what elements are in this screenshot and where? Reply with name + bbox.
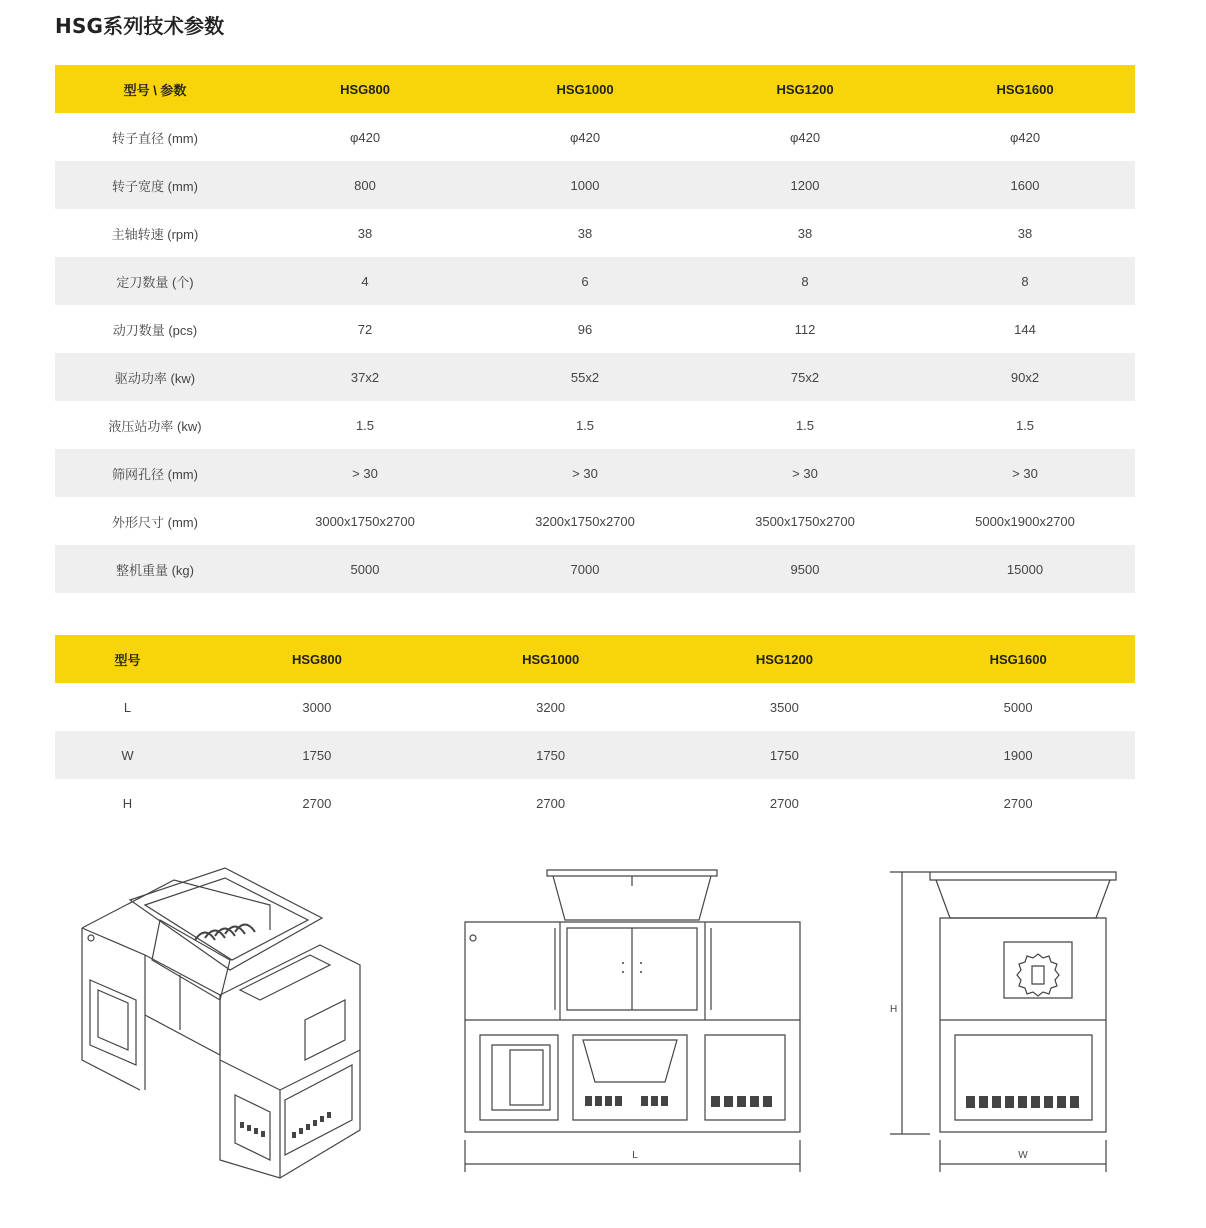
table-cell: 1.5 — [795, 417, 815, 433]
table-cell: 9500 — [695, 545, 915, 593]
table-cell: 5000x1900x2700 — [975, 513, 1075, 529]
table-cell: 4 — [255, 257, 475, 305]
table-cell: 37x2 — [255, 353, 475, 401]
table-cell: 15000 — [915, 545, 1135, 593]
table-row — [55, 497, 1135, 545]
column-header: HSG1200 — [668, 635, 902, 683]
column-header: HSG1600 — [915, 65, 1135, 113]
table-row — [55, 731, 1135, 779]
table-cell: 8 — [695, 257, 915, 305]
front-length-label: L — [632, 1150, 638, 1161]
table-cell: 38 — [797, 225, 813, 241]
isometric-view-drawing — [70, 860, 370, 1180]
spec-table-body — [55, 113, 1135, 593]
table-cell: 90x2 — [915, 353, 1135, 401]
row-label-cell: 筛网孔径 (mm) — [55, 449, 255, 497]
table-cell: 3500x1750x2700 — [755, 513, 855, 529]
table-cell: φ420 — [789, 129, 821, 145]
row-label-cell: 转子直径 (mm) — [112, 130, 198, 146]
column-header: HSG1600 — [901, 635, 1135, 683]
row-label-cell: 定刀数量 (个) — [55, 257, 255, 305]
table-row — [55, 161, 1135, 209]
table-row — [55, 779, 1135, 827]
column-header: HSG800 — [255, 65, 475, 113]
table-cell: 3500 — [769, 699, 799, 715]
table-cell: 144 — [1014, 321, 1036, 337]
row-label-cell: 转子宽度 (mm) — [55, 161, 255, 209]
table-cell: φ420 — [569, 129, 601, 145]
table-cell: φ420 — [1009, 129, 1041, 145]
column-header: HSG800 — [200, 635, 434, 683]
table-cell: 1.5 — [355, 417, 375, 433]
table-row — [55, 353, 1135, 401]
table-cell: 1900 — [901, 731, 1135, 779]
table-cell: 800 — [255, 161, 475, 209]
row-label-cell: 主轴转速 (rpm) — [111, 226, 199, 242]
dimension-table-body — [55, 683, 1135, 827]
row-label-cell: 整机重量 (kg) — [55, 545, 255, 593]
side-width-label: W — [1018, 1150, 1028, 1161]
table-cell: 38 — [357, 225, 373, 241]
table-cell: 38 — [1017, 225, 1033, 241]
table-cell: 3000x1750x2700 — [315, 513, 415, 529]
spec-table-header-row — [55, 65, 1135, 113]
column-header: 型号 — [55, 635, 200, 683]
table-row — [55, 449, 1135, 497]
table-row — [55, 257, 1135, 305]
table-cell: 72 — [357, 321, 373, 337]
row-label-cell: 驱动功率 (kw) — [55, 353, 255, 401]
row-label-cell: H — [122, 795, 133, 811]
column-header: HSG1000 — [475, 65, 695, 113]
table-cell: 1000 — [475, 161, 695, 209]
table-cell: 2700 — [536, 795, 566, 811]
spec-table — [55, 65, 1135, 593]
row-label-cell: 液压站功率 (kw) — [108, 418, 202, 434]
column-header: 型号 \ 参数 — [55, 65, 255, 113]
table-cell: 2700 — [1003, 795, 1033, 811]
table-cell: 112 — [794, 321, 816, 337]
column-header: HSG1000 — [434, 635, 668, 683]
row-label-cell: 动刀数量 (pcs) — [112, 322, 198, 338]
table-cell: 1750 — [434, 731, 668, 779]
column-header: HSG1200 — [695, 65, 915, 113]
table-cell: 2700 — [302, 795, 332, 811]
table-cell: 1200 — [695, 161, 915, 209]
dimension-table-header-row — [55, 635, 1135, 683]
row-label-cell: 外形尺寸 (mm) — [112, 514, 198, 530]
table-row — [55, 305, 1135, 353]
dimension-table — [55, 635, 1135, 827]
table-cell: 75x2 — [695, 353, 915, 401]
table-cell: 5000 — [1003, 699, 1033, 715]
table-cell: φ420 — [349, 129, 381, 145]
table-cell: 3000 — [302, 699, 332, 715]
table-cell: 3200x1750x2700 — [535, 513, 635, 529]
table-cell: > 30 — [695, 449, 915, 497]
table-cell: 6 — [475, 257, 695, 305]
side-height-label: H — [890, 1004, 898, 1015]
table-row — [55, 401, 1135, 449]
table-cell: > 30 — [915, 449, 1135, 497]
table-cell: 8 — [915, 257, 1135, 305]
table-cell: 5000 — [255, 545, 475, 593]
table-row — [55, 545, 1135, 593]
table-cell: 1.5 — [1015, 417, 1035, 433]
table-cell: 3200 — [536, 699, 566, 715]
table-cell: > 30 — [255, 449, 475, 497]
table-cell: > 30 — [475, 449, 695, 497]
table-cell: 38 — [577, 225, 593, 241]
table-row — [55, 113, 1135, 161]
front-view-drawing — [455, 860, 815, 1180]
table-cell: 2700 — [769, 795, 799, 811]
side-view-drawing — [880, 860, 1140, 1180]
table-cell: 1750 — [668, 731, 902, 779]
table-cell: 55x2 — [475, 353, 695, 401]
row-label-cell: W — [55, 731, 200, 779]
table-cell: 1750 — [200, 731, 434, 779]
page-title: HSG系列技术参数 — [55, 14, 225, 38]
table-row — [55, 209, 1135, 257]
table-cell: 1.5 — [575, 417, 595, 433]
row-label-cell: L — [123, 699, 132, 715]
table-row — [55, 683, 1135, 731]
table-cell: 1600 — [915, 161, 1135, 209]
table-cell: 7000 — [475, 545, 695, 593]
table-cell: 96 — [577, 321, 593, 337]
